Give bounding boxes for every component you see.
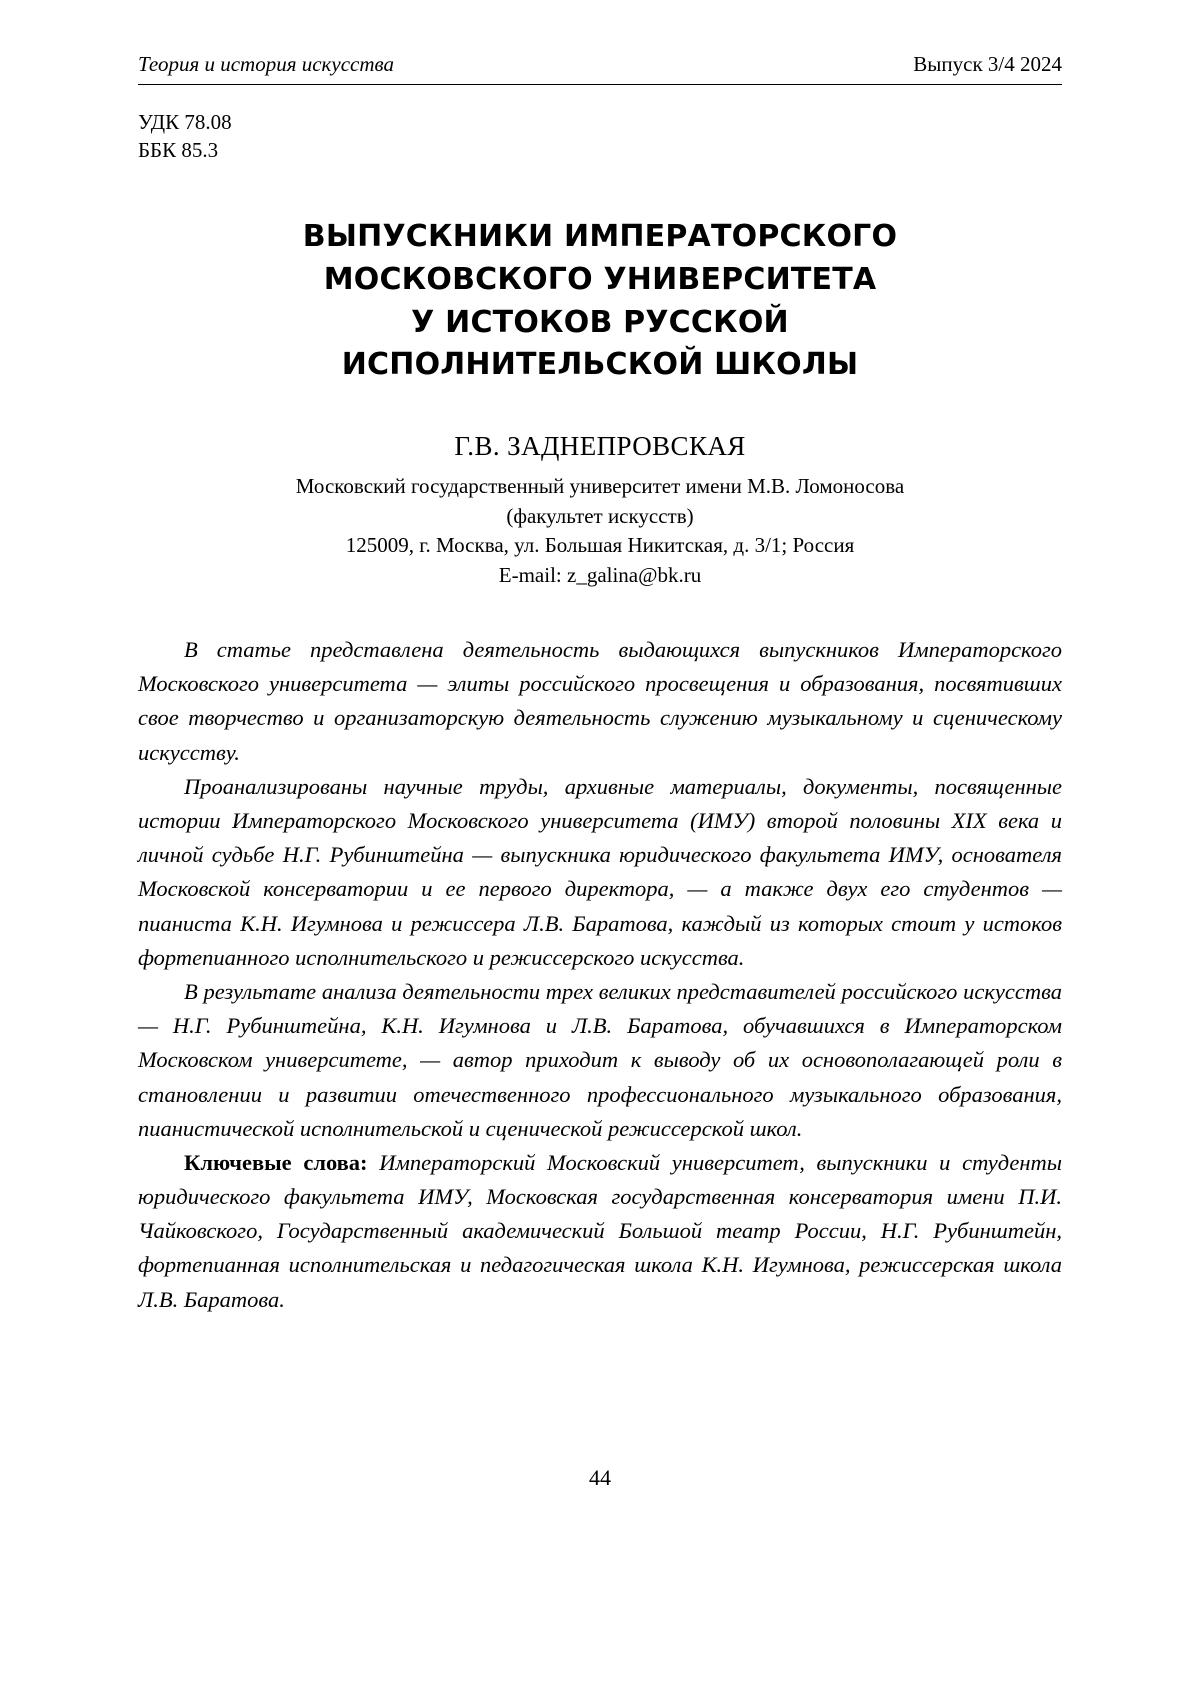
keywords-label: Ключевые слова: <box>184 1149 368 1175</box>
author-email: E-mail: z_galina@bk.ru <box>498 563 702 588</box>
article-title-line-3: У ИСТОКОВ РУССКОЙ <box>411 304 789 340</box>
udk-code: УДК 78.08 <box>138 110 232 134</box>
article-title <box>138 216 1062 386</box>
abstract-paragraph-1: В статье представлена деятельность выдающихся выпускников Императорского Московского университета — элиты российского просвещения и образования, посвятивших свое творчество и организаторскую деятельность служению музыкальному и сценическому искусству. <box>138 637 1062 765</box>
abstract-paragraph-2: Проанализированы научные труды, архивные материалы, документы, посвященные истории Императорского Московского университета (ИМУ) второй половины XIX века и личной судьбе Н.Г. Рубинштейна — выпускника юридического факультета ИМУ, основателя Московской консерватории и ее первого директора, — а также двух его студентов — пианиста К.Н. Игумнова и режиссера Л.В. Баратова, каждый из которых стоит у истоков фортепианного исполнительского и режиссерского искусства. <box>138 773 1062 970</box>
page-number: 44 <box>589 1465 611 1490</box>
running-head-journal-section: Теория и история искусства <box>138 52 394 76</box>
abstract-block <box>138 633 1062 1317</box>
article-title-line-2: МОСКОВСКОГО УНИВЕРСИТЕТА <box>323 262 877 298</box>
article-title-line-1: ВЫПУСКНИКИ ИМПЕРАТОРСКОГО <box>302 219 898 255</box>
page-content <box>138 52 1062 1317</box>
classification-codes <box>138 109 1062 164</box>
affiliation-faculty: (факультет искусств) <box>506 503 694 528</box>
running-head-issue: Выпуск 3/4 2024 <box>913 52 1062 76</box>
author-name: Г.В. ЗАДНЕПРОВСКАЯ <box>454 430 746 461</box>
keywords-paragraph <box>138 1146 1062 1317</box>
affiliation-address: 125009, г. Москва, ул. Большая Никитская, д. 3/1; Россия <box>345 533 855 558</box>
affiliation-institution: Московский государственный университет имени М.В. Ломоносова <box>295 473 905 498</box>
running-head <box>138 52 1062 85</box>
article-title-line-4: ИСПОЛНИТЕЛЬСКОЙ ШКОЛЫ <box>341 347 859 383</box>
keywords-list: Императорский Московский университет, выпускники и студенты юридического факультета ИМУ, Московская государственная консерватория имени П.И. Чайковского, Государственный академический Большой театр России, Н.Г. Рубинштейн, фортепианная исполнительская и педагогическая школа К.Н. Игумнова, режиссерская школа Л.В. Баратова. <box>138 1149 1062 1312</box>
abstract-paragraph-3: В результате анализа деятельности трех великих представителей российского искусства — Н.Г. Рубинштейна, К.Н. Игумнова и Л.В. Баратова, обучавшихся в Императорском Московском университете, — автор приходит к выводу об их основополагающей роли в становлении и развитии отечественного профессионального музыкального образования, пианистической исполнительской и сценической режиссерской школ. <box>138 978 1062 1141</box>
bbk-code: ББК 85.3 <box>138 137 219 162</box>
author-affiliation <box>138 472 1062 591</box>
